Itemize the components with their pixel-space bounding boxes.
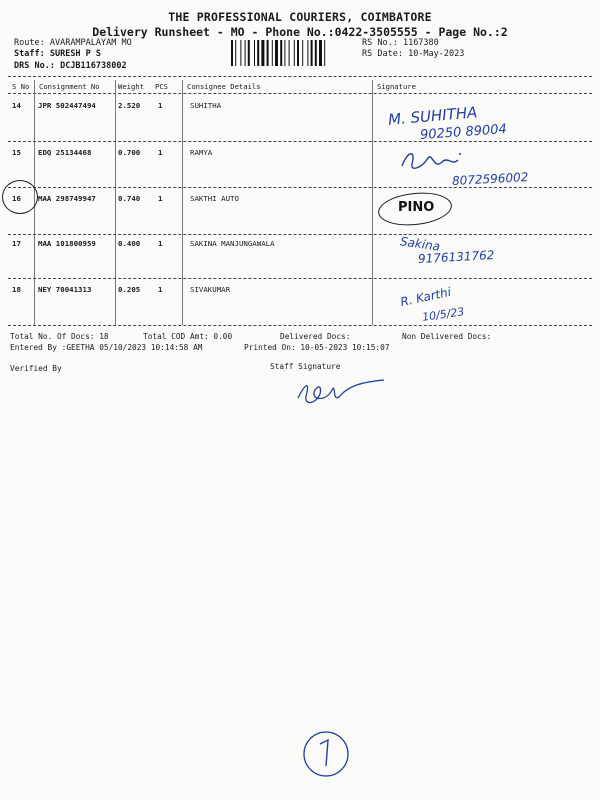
row-sno: 14 xyxy=(12,101,21,110)
divider xyxy=(8,234,592,235)
total-cod: Total COD Amt: 0.00 xyxy=(143,332,233,341)
printed-on: Printed On: 10-05-2023 10:15:07 xyxy=(244,343,390,352)
handwritten-phone: 90250 89004 xyxy=(419,121,508,144)
divider xyxy=(8,325,592,326)
row-consignee: SAKTHI AUTO xyxy=(190,194,239,203)
entered-by: Entered By :GEETHA 05/10/2023 10:14:58 AM xyxy=(10,343,203,352)
staff-signature-scribble xyxy=(292,374,392,414)
divider xyxy=(8,278,592,279)
handwritten-name: Sakina xyxy=(399,234,441,254)
handwritten-phone: 9176131762 xyxy=(417,248,495,266)
delivered-docs: Delivered Docs: xyxy=(280,332,351,341)
rs-date-label: RS Date: xyxy=(362,49,403,59)
row-weight: 0.700 xyxy=(118,148,141,157)
rs-no-line xyxy=(362,38,439,48)
row-consignee: RAMYA xyxy=(190,148,213,157)
stamp-text: PINO xyxy=(398,200,435,215)
column-line xyxy=(372,80,373,325)
divider xyxy=(8,187,592,188)
divider xyxy=(8,76,592,77)
col-sno: S No xyxy=(12,82,30,91)
staff-label: Staff: xyxy=(14,49,45,59)
col-consignment: Consignment No xyxy=(39,82,100,91)
drs-value: DCJB116738002 xyxy=(60,61,127,71)
divider xyxy=(8,141,592,142)
row-pcs: 1 xyxy=(158,148,163,157)
row-weight: 2.520 xyxy=(118,101,141,110)
row-sno: 17 xyxy=(12,239,21,248)
col-weight: Weight xyxy=(118,82,144,91)
row-pcs: 1 xyxy=(158,239,163,248)
runsheet-title: Delivery Runsheet - MO - Phone No.:0422-3505555 - Page No.:2 xyxy=(92,25,508,39)
row-pcs: 1 xyxy=(158,285,163,294)
verified-by: Verified By xyxy=(10,364,62,373)
row-pcs: 1 xyxy=(158,101,163,110)
rs-date-line xyxy=(362,49,464,59)
rs-no-value: 1167380 xyxy=(402,38,439,48)
circle-mark xyxy=(2,180,38,214)
non-delivered-docs: Non Delivered Docs: xyxy=(402,332,492,341)
staff-value: SURESH P S xyxy=(49,49,102,59)
row-sno: 15 xyxy=(12,148,21,157)
route-line xyxy=(14,38,132,48)
row-sno: 18 xyxy=(12,285,21,294)
route-label: Route: xyxy=(14,38,45,48)
handwritten-date: 10/5/23 xyxy=(421,305,466,324)
row-consignee: SIVAKUMAR xyxy=(190,285,231,294)
total-docs: Total No. Of Docs: 18 xyxy=(10,332,109,341)
row-weight: 0.740 xyxy=(118,194,141,203)
handwritten-phone: 8072596002 xyxy=(451,170,529,188)
col-consignee: Consignee Details xyxy=(187,82,261,91)
circled-number-mark xyxy=(300,728,352,780)
row-consignment: EDQ 25134468 xyxy=(38,148,92,157)
drs-label: DRS No.: xyxy=(14,61,55,71)
row-consignee: SAKINA MANJUNGAWALA xyxy=(190,239,275,248)
row-consignment: JPR 502447494 xyxy=(38,101,96,110)
staff-line xyxy=(14,49,101,59)
row-weight: 0.205 xyxy=(118,285,141,294)
staff-signature-label: Staff Signature xyxy=(270,362,341,371)
rs-date-value: 10-May-2023 xyxy=(408,49,465,59)
divider xyxy=(8,93,592,94)
drs-line xyxy=(14,61,127,71)
row-weight: 0.400 xyxy=(118,239,141,248)
company-title: THE PROFESSIONAL COURIERS, COIMBATORE xyxy=(168,10,432,24)
handwritten-name: R. Karthi xyxy=(399,284,453,310)
row-pcs: 1 xyxy=(158,194,163,203)
row-consignment: NEY 70041313 xyxy=(38,285,92,294)
handwritten-name: M. SUHITHA xyxy=(387,103,479,129)
column-line xyxy=(115,80,116,325)
row-sno: 16 xyxy=(12,194,21,203)
row-consignment: MAA 101800959 xyxy=(38,239,96,248)
col-pcs: PCS xyxy=(155,82,168,91)
col-signature: Signature xyxy=(377,82,416,91)
route-value: AVARAMPALAYAM MO xyxy=(49,38,132,48)
row-consignment: MAA 298749947 xyxy=(38,194,96,203)
column-line xyxy=(182,80,183,325)
barcode-image xyxy=(231,40,353,66)
row-consignee: SUHITHA xyxy=(190,101,222,110)
rs-no-label: RS No.: xyxy=(362,38,398,48)
